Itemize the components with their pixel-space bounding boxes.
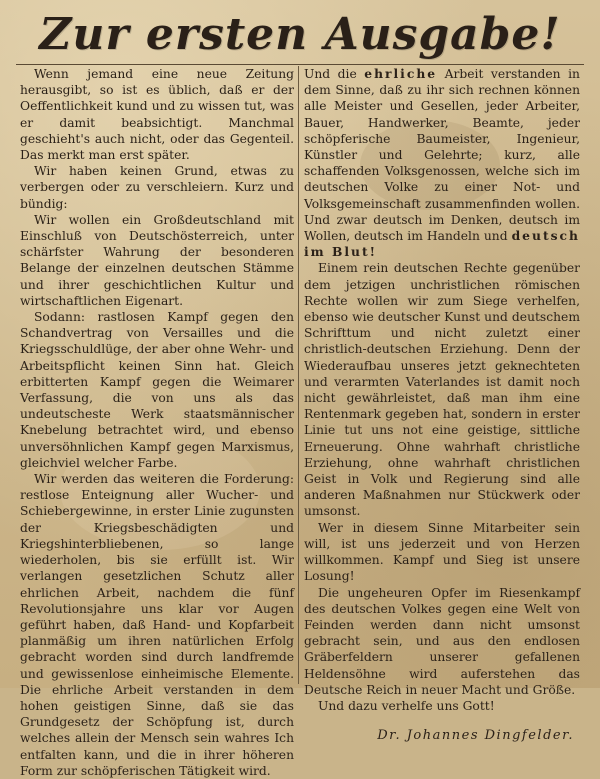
right-column bbox=[304, 66, 580, 744]
text-run: Und die bbox=[304, 67, 357, 81]
paragraph: Einem rein deutschen Rechte gegenüber dem jetzigen unchristlichen römischen Rechte wollen wir zum Siege verhelfen, ebenso wie deutscher Kunst und deutschem Schrifttum und nicht zuletzt einer christlich-deutschen Erziehung. Denn der Wiederaufbau unseres jetzt geknechteten und verarmten Vaterlandes ist damit noch nicht gewährleistet, daß man ihm eine Rentenmark gegeben hat, sondern in erster Linie tut uns not eine geistige, sittliche Erneuerung. Ohne wahrhaft christliche Erziehung, ohne wahrhaft christlichen Geist in Volk und Regierung sind alle anderen Maßnahmen nur Stückwerk oder umsonst. bbox=[304, 261, 580, 519]
paragraph: Wir wollen ein Großdeutschland mit Einschluß von Deutschösterreich, unter schärfster Wahrung der besonderen Belange der einzelnen deutschen Stämme und ihrer geschichtlichen Kultur und wirtschaftlichen Eigenart. bbox=[20, 212, 294, 308]
author-signature: Dr. Johannes Dingfelder. bbox=[377, 728, 574, 744]
emphasized-text: ehrliche bbox=[364, 66, 438, 81]
paragraph: Wenn jemand eine neue Zeitung herausgibt, so ist es üblich, daß er der Oeffentlichkeit kund und zu wissen tut, was er damit beabsichtigt. Manchmal geschieht's auch nicht, oder das Gegenteil. Das merkt man erst später. bbox=[20, 67, 294, 163]
paragraph: Wer in diesem Sinne Mitarbeiter sein will, ist uns jederzeit und von Herzen willkommen. Kampf und Sieg ist unsere Losung! bbox=[304, 520, 580, 584]
column-divider bbox=[298, 66, 299, 684]
paragraph bbox=[304, 66, 580, 260]
paragraph: Und dazu verhelfe uns Gott! bbox=[318, 698, 495, 713]
headline: Zur ersten Ausgabe! bbox=[39, 9, 561, 60]
paragraph: Wir werden das weiteren die Forderung: restlose Enteignung aller Wucher- und Schiebergewinne, in erster Linie zugunsten der Kriegsbeschädigten und Kriegshinterbliebenen, so lange wiederholen, bis sie erfüllt ist. Wir verlangen gesetzlichen Schutz aller ehrlichen Arbeit, nachdem die fünf Revolutionsjahre uns klar vor Augen geführt haben, daß Hand- und Kopfarbeit planmäßig um ihren natürlichen Erfolg gebracht worden sind durch landfremde und gewissenlose einheimische Elemente. Die ehrliche Arbeit verstanden in dem hohen geistigen Sinne, daß sie das Grundgesetz der Schöpfung ist, durch welches allein der Mensch sein wahres Ich entfalten kann, und die in ihrer höheren Form zur schöpferischen Tätigkeit wird. bbox=[20, 472, 294, 778]
paragraph: Die ungeheuren Opfer im Riesenkampf des deutschen Volkes gegen eine Welt von Feinden werden dann nicht umsonst gebracht sein, und aus den endlosen Gräberfeldern unserer gefallenen Heldensöhne wird auferstehen das Deutsche Reich in neuer Macht und Größe. bbox=[304, 585, 580, 697]
left-column bbox=[20, 66, 294, 778]
text-run: Arbeit verstanden in dem Sinne, daß zu ihr sich rechnen können alle Meister und Gesellen, jeder Arbeiter, Bauer, Handwerker, Beamte, jeder schöpferische Baumeister, Ingenieur, Künstler und Gelehrte; kurz, alle schaffenden Volksgenossen, welche sich im deutschen Volke zu einer Not- und Volksgemeinschaft zusammenfinden wollen. Und zwar deutsch im Denken, deutsch im Wollen, deutsch im Handeln und bbox=[304, 67, 580, 244]
paragraph: Sodann: rastlosen Kampf gegen den Schandvertrag von Versailles und die Kriegsschuldlüge, der aber ohne Wehr- und Arbeitspflicht keinen Sinn hat. Gleich erbitterten Kampf gegen die Weimarer Verfassung, die von uns als das undeutscheste Werk staatsmännischer Knebelung betrachtet wird, und ebenso unversöhnlichen Kampf gegen Marxismus, gleichviel welcher Farbe. bbox=[20, 310, 294, 470]
paragraph: Wir haben keinen Grund, etwas zu verbergen oder zu verschleiern. Kurz und bündig: bbox=[20, 164, 294, 211]
headline-rule bbox=[16, 64, 584, 65]
emphasized-text: deutsch im Blut! bbox=[304, 228, 580, 260]
